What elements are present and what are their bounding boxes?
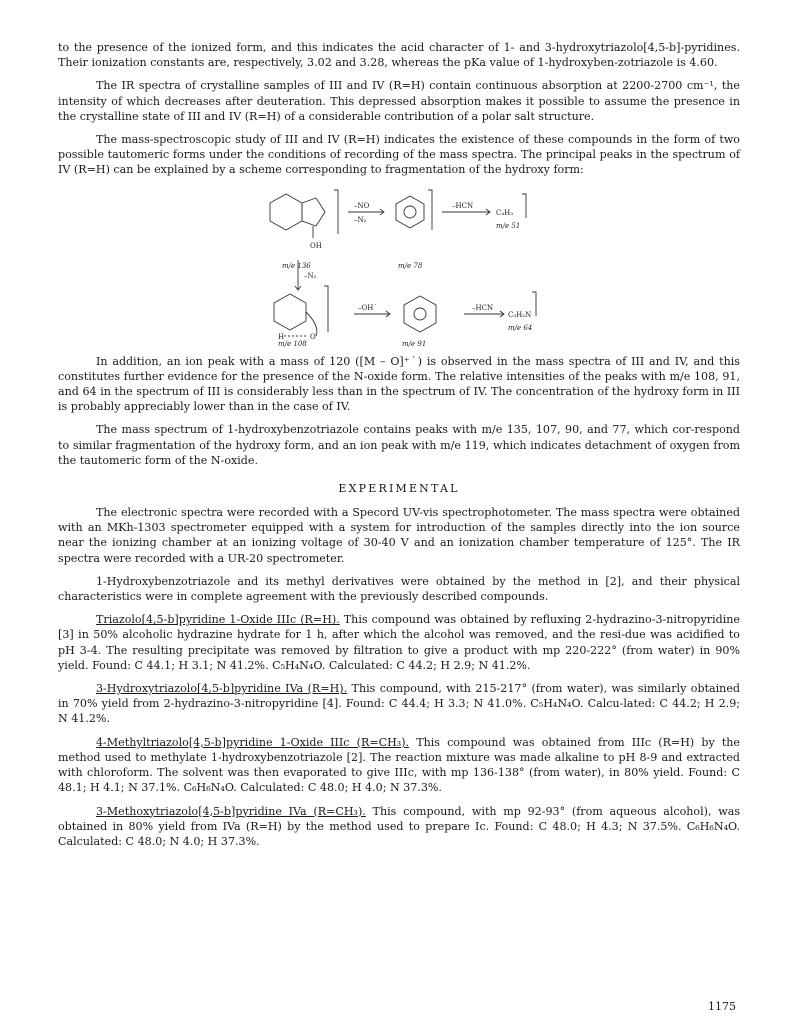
- section-heading-experimental: EXPERIMENTAL: [338, 482, 460, 496]
- mass-label-64: m/e 64: [508, 323, 533, 332]
- triazole-ring-1: [302, 198, 325, 226]
- fragment-c3h2n: C₃H₂N: [508, 310, 532, 319]
- fragment-c4h3: C₄H₃: [496, 208, 514, 217]
- mass-label-78: m/e 78: [398, 261, 423, 270]
- mass-label-136: m/e 136: [282, 261, 311, 270]
- loss-oh-label: –OH˙: [358, 303, 377, 312]
- fragmentation-scheme: [58, 186, 740, 348]
- paragraph-ionization: to the presence of the ionized form, and this indicates the acid character of 1- and 3-hydroxytriazolo[4,5-b]-pyridines. Their ionization constants are, respectively, 3.02 and 3.28, whereas the pKa value of 1-hydroxyben-zotriazole is 4.60.: [58, 41, 740, 70]
- paragraph-ir-spectra: The IR spectra of crystalline samples of III and IV (R=H) contain continuous absorption at 2200-2700 cm⁻¹, the intensity of which decreases after deuteration. This depressed absorption makes it possible to assume the presence in the crystalline state of III and IV (R=H) of a considerable contribution of a polar salt structure.: [58, 79, 740, 123]
- compound-entry: [58, 612, 740, 673]
- loss-n2-label: –N₂: [354, 215, 367, 224]
- paragraph-hydroxybenzotriazole-synthesis: 1-Hydroxybenzotriazole and its methyl derivatives were obtained by the method in [2], and their physical characteristics were in complete agreement with the previously described compounds.: [58, 574, 740, 604]
- compound-entry: [58, 804, 740, 850]
- mass-label-108: m/e 108: [278, 339, 307, 348]
- pyridine-ring-2: [396, 196, 424, 228]
- paragraph-instruments: The electronic spectra were recorded with a Specord UV-vis spectrophotometer. The mass spectra were obtained with an MKh-1303 spectrometer equipped with a system for introduction of the samples directly into the ion source near the ionizing chamber at an ionizing voltage of 30-40 V and an ionization chamber temperature of 125°. The IR spectra were recorded with a UR-20 spectrometer.: [58, 506, 740, 565]
- compound-text: This compound, with 215-217° (from water), was similarly obtained in 70% yield from 2-hydrazino-3-nitropyridine [4]. Found: C 44.4; H 3.3; N 41.0%. C₅H₄N₄O. Calcu-lated: C 44.2; H 2.9; N 41.2%.: [58, 682, 740, 726]
- fragmentation-scheme-svg: [58, 186, 740, 348]
- compound-title: 4-Methyltriazolo[4,5-b]pyridine 1-Oxide IIIc (R=CH₃).: [96, 735, 410, 749]
- compound-title: 3-Methoxytriazolo[4,5-b]pyridine IVa (R=CH₃).: [96, 804, 366, 818]
- oh-label: OH: [310, 241, 322, 250]
- pyridine-ring-1: [270, 194, 302, 230]
- pyridine-ring-4: [404, 296, 436, 332]
- compound-text: This compound, with mp 92-93° (from aqueous alcohol), was obtained in 80% yield from IVa (R=H) by the method used to prepare Ic. Found: C 48.0; H 4.3; N 37.5%. C₆H₆N₄O. Calculated: C 48.0; N 4.0; H 37.3%.: [58, 804, 741, 848]
- loss-no-label: –NO: [354, 201, 370, 210]
- page-body: [58, 40, 740, 857]
- compound-entry: [58, 735, 740, 796]
- compound-title: 3-Hydroxytriazolo[4,5-b]pyridine IVa (R=H).: [96, 682, 348, 696]
- compound-title: Triazolo[4,5-b]pyridine 1-Oxide IIIc (R=H).: [96, 613, 340, 627]
- paragraph-n-oxide-evidence: In addition, an ion peak with a mass of 120 ([M – O]⁺˙) is observed in the mass spectra of III and IV, and this constitutes further evidence for the presence of the N-oxide form. The relative intensities of the peaks with m/e 108, 91, and 64 in the spectrum of III is considerably less than in the spectrum of IV. The concentration of the hydroxy form in III is probably appreciably lower than in the case of IV.: [58, 354, 740, 414]
- loss-hcn-label: –HCN: [452, 201, 474, 210]
- pyridine-ring-3: [274, 294, 306, 330]
- paragraph-hydroxybenzotriazole-ms: The mass spectrum of 1-hydroxybenzotriazole contains peaks with m/e 135, 107, 90, and 77, which cor-respond to similar fragmentation of the hydroxy form, and an ion peak with m/e 119, which indicates detachment of oxygen from the tautomeric form of the N-oxide.: [58, 423, 740, 467]
- compound-entry: [58, 681, 740, 727]
- paragraph-mass-spectroscopic: The mass-spectroscopic study of III and IV (R=H) indicates the existence of these compounds in the form of two possible tautomeric forms under the conditions of recording of the mass spectra. The principal peaks in the spectrum of IV (R=H) can be explained by a scheme corresponding to fragmentation of the hydroxy form:: [58, 133, 740, 177]
- compound-text: This compound was obtained by refluxing 2-hydrazino-3-nitropyridine [3] in 50% alcoholic hydrazine hydrate for 1 h, after which the alcohol was removed, and the resi-due was acidified to pH 3-4. The resulting precipitate was removed by filtration to give a product with mp 220-222° (from water) in 90% yield. Found: C 44.1; H 3.1; N 41.2%. C₅H₄N₄O. Calculated: C 44.2; H 2.9; N 41.2%.: [58, 613, 740, 672]
- page-number: 1175: [708, 1000, 736, 1013]
- loss-hcn-label-2: –HCN: [472, 303, 494, 312]
- loss-n2-vertical-label: –N₂: [304, 271, 317, 280]
- o-atom-label: O: [310, 332, 316, 341]
- h-atom-label: H: [278, 332, 285, 341]
- mass-label-91: m/e 91: [402, 339, 427, 348]
- mass-label-51: m/e 51: [496, 221, 521, 230]
- compound-text: This compound was obtained from IIIc (R=H) by the method used to methylate 1-hydroxybenzotriazole [2]. The reaction mixture was made alkaline to pH 8-9 and extracted with chloroform. The solvent was then evaporated to give IIIc, with mp 136-138° (from water), in 80% yield. Found: C 48.1; H 4.1; N 37.1%. C₆H₆N₄O. Calculated: C 48.0; H 4.0; N 37.3%.: [58, 735, 740, 795]
